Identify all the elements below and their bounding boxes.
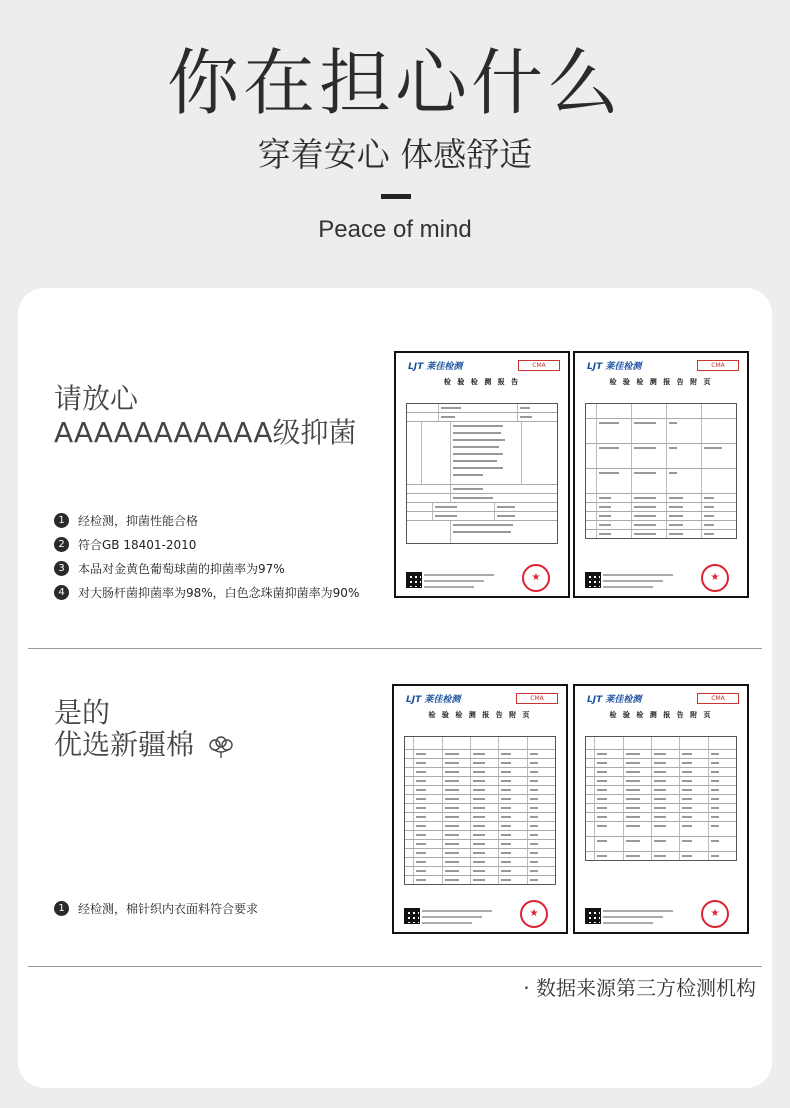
cma-seal: CMA [697,360,739,371]
lab-logo: LJT 莱佳检测 [587,362,642,372]
feature-item [54,896,258,920]
section-divider [28,966,762,967]
feature-number: 4 [54,585,69,600]
lab-logo: LJT 莱佳检测 [587,695,642,705]
section2-heading-line2: 优选新疆棉 [54,728,195,761]
lab-logo: LJT 莱佳检测 [406,695,461,705]
feature-item [54,532,359,556]
feature-item [54,556,359,580]
test-report-appendix [392,684,568,934]
qr-code-icon [585,908,601,924]
section1-heading-line1: 请放心 [54,382,139,415]
appendix-title: 检 验 检 测 报 告 附 页 [428,711,532,719]
feature-number: 1 [54,901,69,916]
cma-seal: CMA [518,360,560,371]
feature-number: 2 [54,537,69,552]
feature-number: 1 [54,513,69,528]
feature-text: 经检测，抑菌性能合格 [78,513,199,528]
test-report-appendix [573,684,749,934]
hero-title: 你在担心什么 [166,41,623,125]
appendix-table [585,403,737,539]
section2-heading-line1: 是的 [54,696,111,729]
red-stamp-icon: ★ [522,564,550,592]
appendix-title: 检 验 检 测 报 告 附 页 [609,711,713,719]
cma-seal: CMA [516,693,558,704]
source-footnote: · 数据来源第三方检测机构 [523,976,756,1000]
feature-text: 本品对金黄色葡萄球菌的抑菌率为97% [78,561,285,576]
appendix-table [404,736,556,885]
feature-number: 3 [54,561,69,576]
section2-feature-list [54,896,258,920]
section1-heading-line2: AAAAAAAAAAA级抑菌 [54,416,357,449]
feature-item [54,508,359,532]
red-stamp-icon: ★ [701,900,729,928]
qr-code-icon [406,572,422,588]
section2-heading-line2-wrap [54,726,235,764]
feature-item [54,580,359,604]
qr-code-icon [585,572,601,588]
section-divider [28,648,762,649]
section1-feature-list [54,508,359,604]
feature-text: 经检测，棉针织内衣面料符合要求 [78,901,259,916]
qr-code-icon [404,908,420,924]
hero-divider [381,194,411,199]
report-table [406,403,558,544]
test-report-appendix [573,351,749,598]
red-stamp-icon: ★ [701,564,729,592]
report-title: 检 验 检 测 报 告 [443,378,521,386]
feature-text: 对大肠杆菌抑菌率为98%，白色念珠菌抑菌率为90% [78,585,360,600]
hero-subtitle: 穿着安心 体感舒适 [257,135,533,174]
appendix-table [585,736,737,861]
feature-text: 符合GB 18401-2010 [78,537,197,552]
cotton-icon [207,733,235,759]
test-report-document [394,351,570,598]
lab-logo: LJT 莱佳检测 [408,362,463,372]
red-stamp-icon: ★ [520,900,548,928]
hero-english: Peace of mind [318,216,472,243]
appendix-title: 检 验 检 测 报 告 附 页 [609,378,713,386]
cma-seal: CMA [697,693,739,704]
